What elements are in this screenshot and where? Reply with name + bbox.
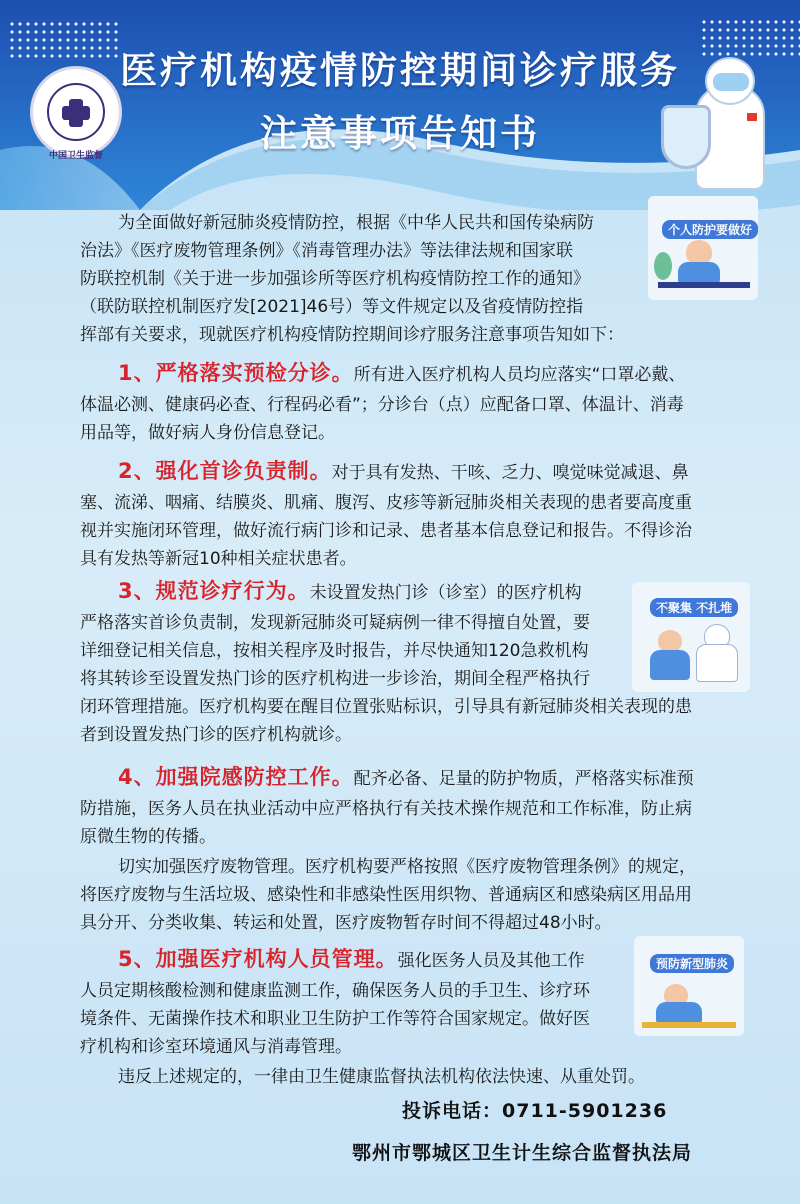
item-5 [118, 948, 585, 972]
illustration-caption: 不聚集 不扎堆 [650, 598, 738, 617]
intro-line: （联防联控机制医疗发[2021]46号）等文件规定以及省疫情防控指 [80, 297, 584, 317]
illustration-prevent-pneumonia [634, 936, 744, 1036]
item-3 [118, 580, 582, 604]
item-line: 体温必测、健康码必查、行程码必看”；分诊台（点）应配备口罩、体温计、消毒 [80, 395, 684, 415]
item-line: 将其转诊至设置发热门诊的医疗机构进一步诊治，期间全程严格执行 [80, 669, 590, 689]
item-line: 具分开、分类收集、转运和处置，医疗废物暂存时间不得超过48小时。 [80, 913, 612, 933]
item-line: 切实加强医疗废物管理。医疗机构要严格按照《医疗废物管理条例》的规定， [118, 857, 696, 877]
bed [642, 1022, 736, 1028]
item-line: 境条件、无菌操作技术和职业卫生防护工作等符合国家规定。做好医 [80, 1009, 590, 1029]
illustration-personal-protection [648, 196, 758, 300]
doctor-body [696, 644, 738, 682]
item-heading: 3、规范诊疗行为。 [118, 579, 310, 603]
item-line: 用品等，做好病人身份信息登记。 [80, 423, 335, 443]
intro-line: 防联控机制《关于进一步加强诊所等医疗机构疫情防控工作的通知》 [80, 269, 590, 289]
closing-statement: 违反上述规定的，一律由卫生健康监督执法机构依法快速、从重处罚。 [118, 1067, 645, 1087]
person-head [658, 630, 682, 652]
item-2 [118, 460, 689, 484]
intro-line: 挥部有关要求，现就医疗机构疫情防控期间诊疗服务注意事项告知如下： [80, 325, 624, 345]
item-line: 防措施，医务人员在执业活动中应严格执行有关技术操作规范和工作标准，防止病 [80, 799, 692, 819]
illustration-caption: 预防新型肺炎 [650, 954, 734, 973]
person-body [650, 650, 690, 680]
item-line: 具有发热等新冠10种相关症状患者。 [80, 549, 357, 569]
item-line: 将医疗废物与生活垃圾、感染性和非感染性医用织物、普通病区和感染病区用品用 [80, 885, 692, 905]
item-text: 对于具有发热、干咳、乏力、嗅觉味觉减退、鼻 [331, 463, 689, 483]
item-heading: 1、严格落实预检分诊。 [118, 361, 354, 385]
item-line: 者到设置发热门诊的医疗机构就诊。 [80, 725, 352, 745]
person-body [656, 1002, 702, 1024]
item-text: 未设置发热门诊（诊室）的医疗机构 [309, 583, 582, 603]
item-heading: 5、加强医疗机构人员管理。 [118, 947, 398, 971]
item-1 [118, 362, 685, 386]
item-line: 人员定期核酸检测和健康监测工作，确保医务人员的手卫生、诊疗环 [80, 981, 590, 1001]
item-line: 视并实施闭环管理，做好流行病门诊和记录、患者基本信息登记和报告。不得诊治 [80, 521, 692, 541]
item-line: 塞、流涕、咽痛、结膜炎、肌痛、腹泻、皮疹等新冠肺炎相关表现的患者要高度重 [80, 493, 692, 513]
plant-icon [654, 252, 672, 280]
person-head [686, 240, 712, 264]
illustration-no-gathering [632, 582, 750, 692]
page-title-line1: 医疗机构疫情防控期间诊疗服务 [120, 49, 680, 92]
item-line: 疗机构和诊室环境通风与消毒管理。 [80, 1037, 352, 1057]
illustration-caption: 个人防护要做好 [662, 220, 758, 239]
item-text: 配齐必备、足量的防护物质，严格落实标准预 [353, 769, 694, 789]
intro-line: 治法》《医疗废物管理条例》《消毒管理办法》等法律法规和国家联 [80, 241, 573, 261]
item-line: 闭环管理措施。医疗机构要在醒目位置张贴标识，引导具有新冠肺炎相关表现的患 [80, 697, 692, 717]
logo-text: 中国卫生监督 [48, 151, 103, 161]
item-line: 严格落实首诊负责制，发现新冠肺炎可疑病例一律不得擅自处置，要 [80, 613, 590, 633]
item-heading: 4、加强院感防控工作。 [118, 765, 354, 789]
page-title-line2: 注意事项告知书 [260, 112, 540, 155]
item-text: 强化医务人员及其他工作 [397, 951, 585, 971]
person-body [678, 262, 720, 284]
item-line: 原微生物的传播。 [80, 827, 216, 847]
desk [658, 282, 750, 288]
complaint-phone: 投诉电话：0711-5901236 [402, 1100, 668, 1122]
intro-line: 为全面做好新冠肺炎疫情防控，根据《中华人民共和国传染病防 [118, 213, 594, 233]
item-heading: 2、强化首诊负责制。 [118, 459, 332, 483]
item-line: 详细登记相关信息，按相关程序及时报告，并尽快通知120急救机构 [80, 641, 589, 661]
issuing-organization: 鄂州市鄂城区卫生计生综合监督执法局 [352, 1142, 693, 1164]
item-4 [118, 766, 694, 790]
item-text: 所有进入医疗机构人员均应落实“口罩必戴、 [353, 365, 686, 385]
